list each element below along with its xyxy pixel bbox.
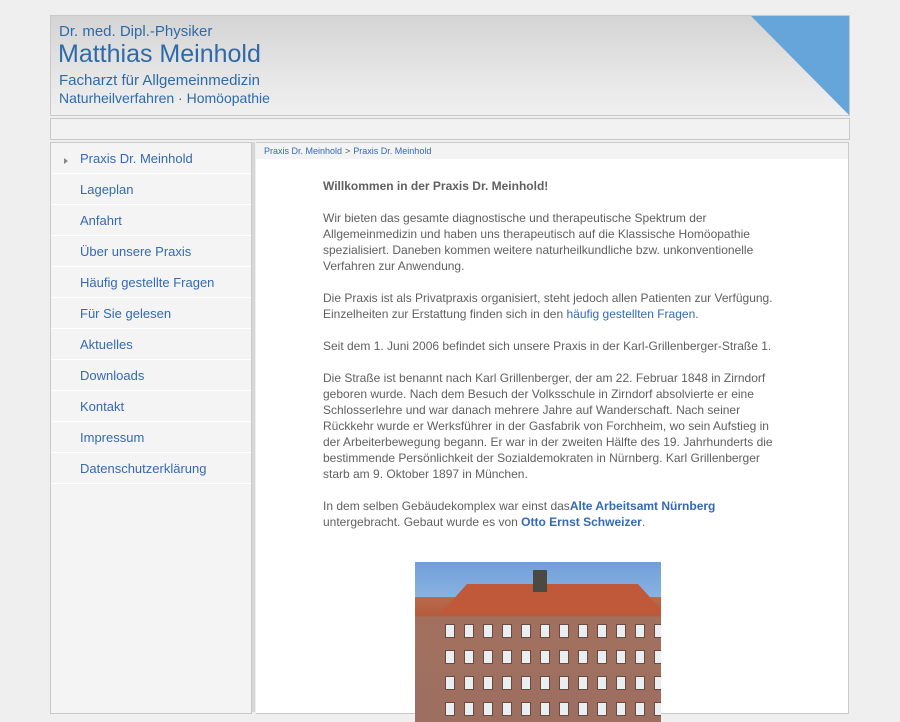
active-arrow-icon — [64, 158, 68, 164]
photo-window-row — [445, 624, 661, 638]
column-separator — [252, 142, 255, 712]
article — [323, 178, 783, 546]
sidebar-item-label: Aktuelles — [80, 336, 133, 352]
sidebar-item-anfahrt[interactable] — [51, 205, 251, 236]
header-corner-decoration — [751, 16, 849, 115]
article-paragraph: Wir bieten das gesamte diagnostische und therapeutische Spektrum der Allgemeinmedizin und haben uns therapeutisch auf die Klassische Homöopathie spezialisiert. Daneben kommen weitere naturheilkundliche bzw. unkonventionelle Verfahren zur Anwendung. — [323, 211, 754, 273]
building-photo — [415, 562, 661, 722]
paragraph-text: In dem selben Gebäudekomplex war einst das — [323, 499, 570, 513]
sidebar-item-label: Downloads — [80, 367, 145, 383]
paragraph-text: . — [695, 307, 699, 321]
schweizer-link[interactable]: Otto Ernst Schweizer — [521, 515, 642, 529]
sidebar-item-praxis[interactable] — [51, 143, 251, 174]
article-paragraph — [323, 498, 783, 530]
arbeitsamt-link[interactable]: Alte Arbeitsamt Nürnberg — [569, 499, 716, 513]
sidebar-item-gelesen[interactable] — [51, 298, 251, 329]
sidebar-item-label: Kontakt — [80, 398, 125, 414]
main-content — [256, 142, 849, 714]
sidebar-item-label: Datenschutzerklärung — [80, 460, 207, 476]
paragraph-text: untergebracht. Gebaut wurde es von — [323, 515, 522, 529]
photo-tower — [533, 570, 547, 592]
paragraph-text: Die Praxis ist als Privatpraxis organisiert, steht jedoch allen Patienten zur Verfügung. Einzelheiten zur Erstattung finden sich in den — [323, 291, 773, 321]
sidebar-item-faq[interactable] — [51, 267, 251, 298]
article-paragraph: Die Straße ist benannt nach Karl Grillenberger, der am 22. Februar 1848 in Zirndorf geboren wurde. Nach dem Besuch der Volksschule in Zirndorf absolvierte er eine Schlosserlehre und war danach mehrere Jahre auf Wanderschaft. Nach seiner Rückkehr wurde er Werksführer in der Gasfabrik von Forchheim, wo sein Aufstieg in der Arbeiterbewegung begann. Er war in der zweiten Hälfte des 19. Jahrhunderts die bestimmende Persönlichkeit der Sozialdemokraten in Nürnberg. Karl Grillenberger starb am 9. Oktober 1897 in München. — [323, 371, 773, 481]
article-paragraph — [323, 290, 783, 322]
article-title: Willkommen in der Praxis Dr. Meinhold! — [323, 179, 549, 193]
sidebar-item-aktuelles[interactable] — [51, 329, 251, 360]
breadcrumb-item[interactable]: Praxis Dr. Meinhold — [353, 146, 432, 156]
photo-roof — [440, 584, 661, 614]
sub-navigation-bar — [50, 118, 850, 140]
sidebar-item-label: Für Sie gelesen — [80, 305, 172, 321]
header-doctor-name: Matthias Meinhold — [58, 40, 261, 68]
article-paragraph: Seit dem 1. Juni 2006 befindet sich unsere Praxis in der Karl-Grillenberger-Straße 1. — [323, 339, 772, 353]
sidebar-item-label: Impressum — [80, 429, 145, 445]
sidebar-item-lageplan[interactable] — [51, 174, 251, 205]
breadcrumb-item[interactable]: Praxis Dr. Meinhold — [264, 146, 343, 156]
sidebar-item-label: Häufig gestellte Fragen — [80, 274, 215, 290]
breadcrumb-separator: > — [345, 146, 351, 156]
photo-window-row — [445, 676, 661, 690]
sidebar-item-label: Über unsere Praxis — [80, 243, 192, 259]
photo-window-row — [445, 702, 661, 716]
sidebar-item-datenschutz[interactable] — [51, 453, 251, 484]
sidebar-item-impressum[interactable] — [51, 422, 251, 453]
photo-window-row — [445, 650, 661, 664]
sidebar-nav — [50, 142, 252, 714]
faq-link[interactable]: häufig gestellten Fragen — [566, 307, 696, 321]
sidebar-item-kontakt[interactable] — [51, 391, 251, 422]
header-title-line: Dr. med. Dipl.-Physiker — [59, 23, 213, 40]
site-header — [50, 15, 850, 116]
sidebar-item-label: Anfahrt — [80, 212, 122, 228]
header-specialty: Facharzt für Allgemeinmedizin — [59, 72, 260, 89]
sidebar-item-downloads[interactable] — [51, 360, 251, 391]
sidebar-item-ueber-uns[interactable] — [51, 236, 251, 267]
breadcrumb — [256, 143, 848, 159]
sidebar-item-label: Lageplan — [80, 181, 134, 197]
header-subspecialty: Naturheilverfahren · Homöopathie — [59, 90, 270, 106]
paragraph-text: . — [641, 515, 646, 529]
sidebar-item-label: Praxis Dr. Meinhold — [80, 150, 193, 166]
